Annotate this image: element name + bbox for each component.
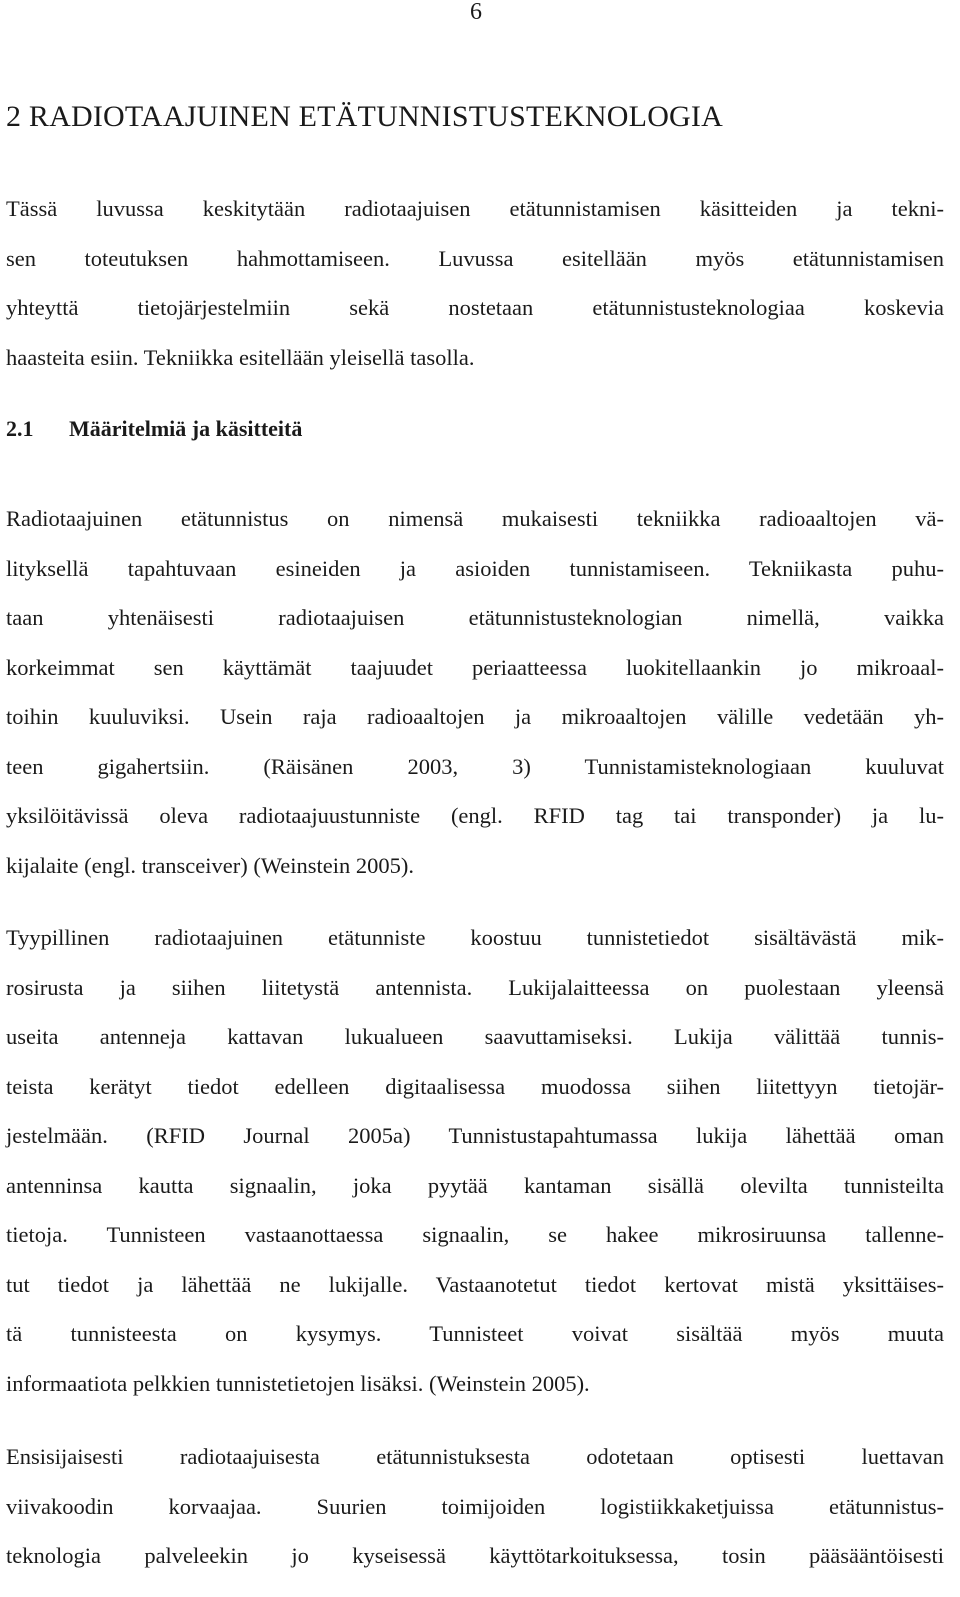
text-line: teknologia palveleekin jo kyseisessä käyttötarkoituksessa, tosin pääsääntöisesti — [6, 1543, 944, 1568]
text-line: Tyypillinen radiotaajuinen etätunniste koostuu tunnistetiedot sisältävästä mik- — [6, 925, 944, 950]
text-line: tut tiedot ja lähettää ne lukijalle. Vastaanotetut tiedot kertovat mistä yksittäises- — [6, 1271, 944, 1297]
text-line: teen gigahertsiin. (Räisänen 2003, 3) Tunnistamisteknologiaan kuuluvat — [6, 753, 944, 779]
text-line: kijalaite (engl. transceiver) (Weinstein 2005). — [6, 852, 415, 878]
section-number: 2.1 — [6, 416, 34, 441]
text-line: antenninsa kautta signaalin, joka pyytää kantaman sisällä olevilta tunnisteilta — [6, 1172, 944, 1198]
text-line: teista kerätyt tiedot edelleen digitaalisessa muodossa siihen liitettyyn tietojär- — [6, 1073, 944, 1099]
text-line: useita antenneja kattavan lukualueen saavuttamiseksi. Lukija välittää tunnis- — [6, 1024, 944, 1049]
text-line: sen toteutuksen hahmottamiseen. Luvussa esitellään myös etätunnistamisen — [6, 245, 944, 271]
text-line: tietoja. Tunnisteen vastaanottaessa signaalin, se hakee mikrosiruunsa tallenne- — [6, 1222, 944, 1247]
text-line: haasteita esiin. Tekniikka esitellään yleisellä tasolla. — [6, 344, 475, 370]
text-line: Tässä luvussa keskitytään radiotaajuisen etätunnistamisen käsitteiden ja tekni- — [6, 196, 944, 221]
paragraph-definition — [6, 494, 944, 890]
text-line: jestelmään. (RFID Journal 2005a) Tunnistustapahtumassa lukija lähettää oman — [6, 1123, 944, 1148]
text-line: informaatiota pelkkien tunnistetietojen lisäksi. (Weinstein 2005). — [6, 1370, 590, 1396]
paragraph-barcode-replacement — [6, 1432, 944, 1581]
page-number: 6 — [470, 0, 482, 25]
section-title: Määritelmiä ja käsitteitä — [69, 416, 303, 441]
text-line: yksilöitävissä oleva radiotaajuustunniste (engl. RFID tag tai transponder) ja lu- — [6, 803, 944, 828]
text-line: Ensisijaisesti radiotaajuisesta etätunnistuksesta odotetaan optisesti luettavan — [6, 1444, 944, 1469]
text-line: lityksellä tapahtuvaan esineiden ja asioiden tunnistamiseen. Tekniikasta puhu- — [6, 555, 944, 581]
chapter-title: 2 RADIOTAAJUINEN ETÄTUNNISTUSTEKNOLOGIA — [6, 100, 723, 133]
paragraph-intro — [6, 184, 944, 382]
paragraph-tag-description — [6, 913, 944, 1408]
text-line: yhteyttä tietojärjestelmiin sekä nostetaan etätunnistusteknologiaa koskevia — [6, 295, 944, 320]
text-line: toihin kuuluviksi. Usein raja radioaaltojen ja mikroaaltojen välille vedetään yh- — [6, 704, 944, 729]
text-line: tä tunnisteesta on kysymys. Tunnisteet voivat sisältää myös muuta — [6, 1321, 944, 1346]
text-line: rosirusta ja siihen liitetystä antennista. Lukijalaitteessa on puolestaan yleensä — [6, 974, 944, 1000]
section-heading — [6, 414, 302, 444]
text-line: taan yhtenäisesti radiotaajuisen etätunnistusteknologian nimellä, vaikka — [6, 605, 944, 630]
text-line: Radiotaajuinen etätunnistus on nimensä mukaisesti tekniikka radioaaltojen vä- — [6, 506, 944, 531]
text-line: korkeimmat sen käyttämät taajuudet periaatteessa luokitellaankin jo mikroaal- — [6, 654, 944, 680]
text-line: viivakoodin korvaajaa. Suurien toimijoiden logistiikkaketjuissa etätunnistus- — [6, 1493, 944, 1519]
